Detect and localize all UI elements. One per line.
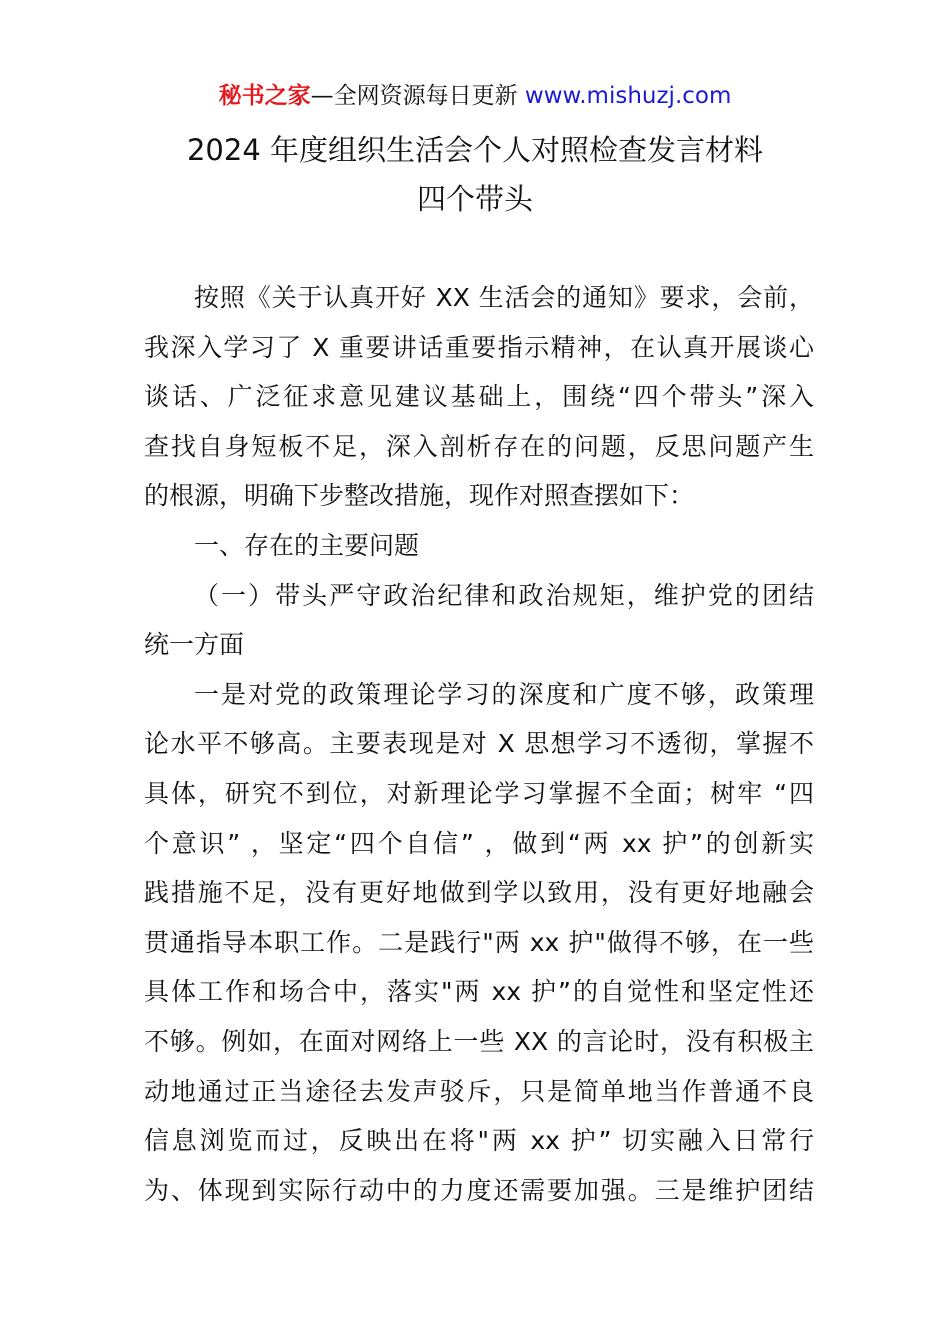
site-header bbox=[0, 80, 950, 112]
paragraph-line: 个意识” ，坚定“四个自信” ，做到“两 xx 护”的创新实 bbox=[144, 828, 814, 858]
paragraph-line: 不够。例如，在面对网络上一些 XX 的言论时，没有积极主 bbox=[144, 1026, 814, 1056]
paragraph-line: 具体，研究不到位，对新理论学习掌握不全面；树牢 “四 bbox=[144, 778, 814, 808]
site-url-link[interactable]: www.mishuzj.com bbox=[524, 83, 732, 109]
paragraph-line: 动地通过正当途径去发声驳斥，只是简单地当作普通不良 bbox=[144, 1076, 814, 1106]
paragraph-line: 践措施不足，没有更好地做到学以致用，没有更好地融会 bbox=[144, 878, 814, 908]
subsection-heading: （一）带头严守政治纪律和政治规矩，维护党的团结 bbox=[194, 580, 814, 610]
document-body bbox=[144, 273, 814, 1215]
site-slogan: —全网资源每日更新 bbox=[310, 83, 525, 109]
document-title: 2024 年度组织生活会个人对照检查发言材料 bbox=[186, 133, 764, 167]
paragraph-line: 谈话、广泛征求意见建议基础上，围绕“四个带头”深入 bbox=[144, 382, 814, 412]
section-heading: 一、存在的主要问题 bbox=[194, 530, 420, 560]
paragraph-line: 我深入学习了 X 重要讲话重要指示精神，在认真开展谈心 bbox=[144, 332, 814, 362]
document-subtitle: 四个带头 bbox=[416, 182, 533, 216]
paragraph-line: 查找自身短板不足，深入剖析存在的问题，反思问题产生 bbox=[144, 431, 814, 461]
paragraph-line: 具体工作和场合中，落实"两 xx 护”的自觉性和坚定性还 bbox=[144, 977, 814, 1007]
site-brand: 秘书之家 bbox=[218, 83, 311, 109]
paragraph-line: 一是对党的政策理论学习的深度和广度不够，政策理 bbox=[194, 679, 814, 709]
paragraph-line: 按照《关于认真开好 XX 生活会的通知》要求，会前， bbox=[194, 283, 814, 312]
paragraph-line: 为、体现到实际行动中的力度还需要加强。三是维护团结 bbox=[144, 1175, 814, 1205]
paragraph-line: 论水平不够高。主要表现是对 X 思想学习不透彻，掌握不 bbox=[144, 729, 814, 759]
paragraph-line: 贯通指导本职工作。二是践行"两 xx 护"做得不够，在一些 bbox=[144, 927, 814, 957]
subsection-heading-cont: 统一方面 bbox=[144, 630, 245, 660]
paragraph-line: 信息浏览而过，反映出在将"两 xx 护” 切实融入日常行 bbox=[144, 1126, 814, 1156]
paragraph-line: 的根源，明确下步整改措施，现作对照查摆如下： bbox=[144, 481, 695, 511]
